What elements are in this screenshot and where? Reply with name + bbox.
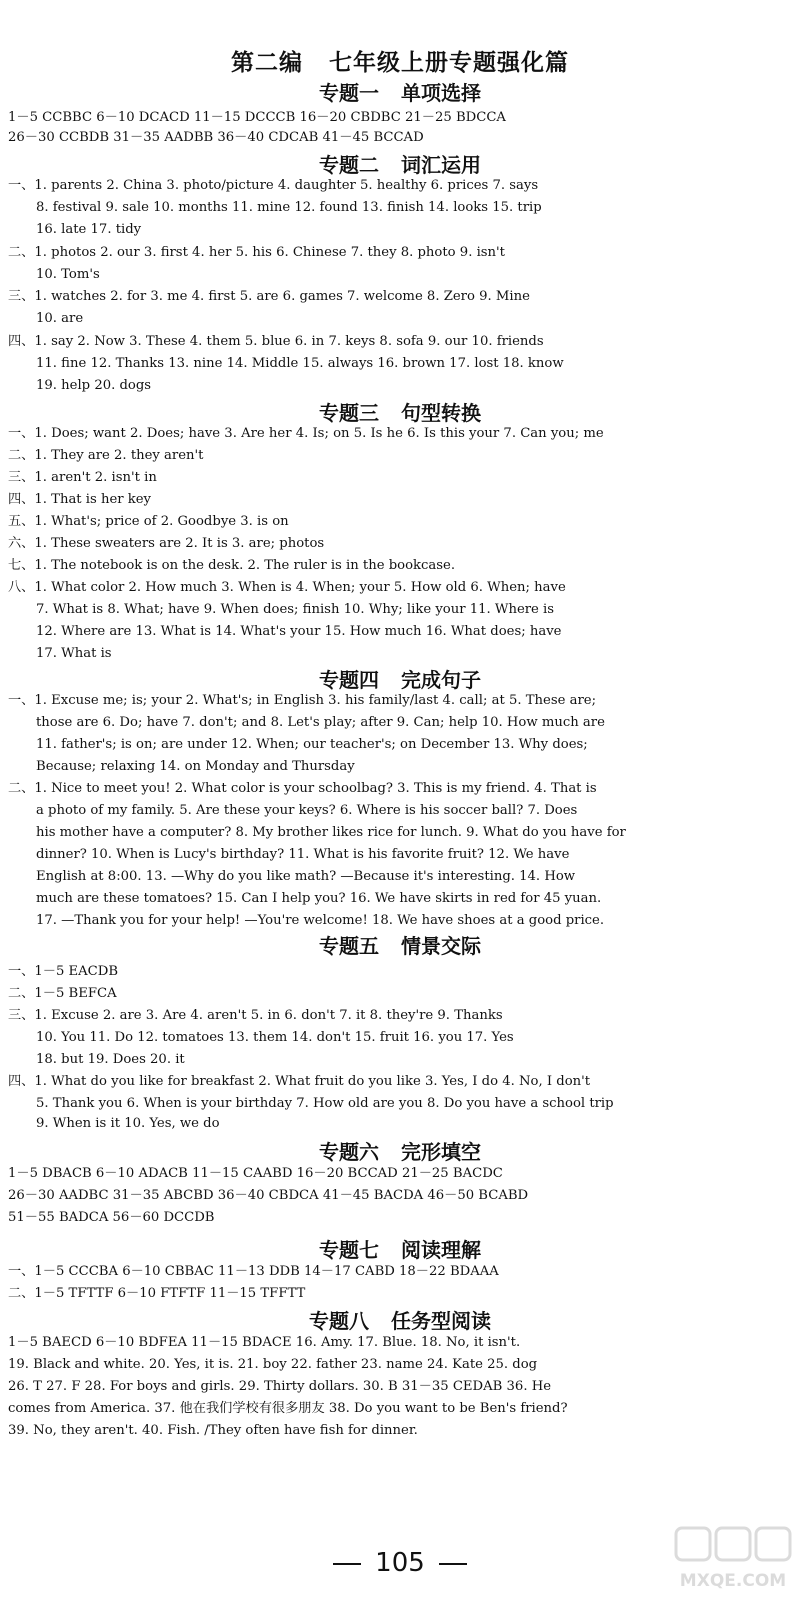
answer-line: 二、1. They are 2. they aren't xyxy=(8,448,204,463)
answer-line: 三、1. Excuse 2. are 3. Are 4. aren't 5. in 6. don't 7. it 8. they're 9. Thanks xyxy=(8,1008,503,1023)
page-number: 105 xyxy=(0,1548,800,1578)
watermark-logo xyxy=(674,1524,792,1594)
answer-line: 5. Thank you 6. When is your birthday 7. How old are you 8. Do you have a school trip xyxy=(36,1096,614,1111)
section-heading-5: 专题五 情景交际 xyxy=(319,934,481,958)
page-title xyxy=(0,44,800,77)
answer-line: 一、1－5 CCCBA 6－10 CBBAC 11－13 DDB 14－17 CABD 18－22 BDAAA xyxy=(8,1264,499,1279)
answer-line: 八、1. What color 2. How much 3. When is 4. When; your 5. How old 6. When; have xyxy=(8,580,566,595)
answer-line: his mother have a computer? 8. My brother likes rice for lunch. 9. What do you have for xyxy=(36,825,626,840)
answer-line: 9. When is it 10. Yes, we do xyxy=(36,1116,220,1131)
answer-line: 二、1－5 TFTTF 6－10 FTFTF 11－15 TFFTT xyxy=(8,1286,306,1301)
answer-line: 26－30 AADBC 31－35 ABCBD 36－40 CBDCA 41－45 BACDA 46－50 BCABD xyxy=(8,1188,529,1203)
watermark-text: MXQE.COM xyxy=(679,1571,787,1591)
answer-line: 17. What is xyxy=(36,646,112,661)
section-heading-7: 专题七 阅读理解 xyxy=(319,1238,481,1262)
answer-line: 11. fine 12. Thanks 13. nine 14. Middle 15. always 16. brown 17. lost 18. know xyxy=(36,356,564,371)
answer-line: a photo of my family. 5. Are these your keys? 6. Where is his soccer ball? 7. Does xyxy=(36,803,578,818)
answer-line: 1－5 DBACB 6－10 ADACB 11－15 CAABD 16－20 BCCAD 21－25 BACDC xyxy=(8,1166,503,1181)
answer-line: 一、1－5 EACDB xyxy=(8,964,119,979)
answer-line: 七、1. The notebook is on the desk. 2. The ruler is in the bookcase. xyxy=(8,558,456,573)
section-heading-8: 专题八 任务型阅读 xyxy=(309,1309,491,1333)
answer-line: much are these tomatoes? 15. Can I help you? 16. We have skirts in red for 45 yuan. xyxy=(36,891,602,906)
answer-line: 一、1. Does; want 2. Does; have 3. Are her 4. Is; on 5. Is he 6. Is this your 7. Can you; me xyxy=(8,426,604,441)
section-heading-6: 专题六 完形填空 xyxy=(319,1140,481,1164)
answer-line: 17. —Thank you for your help! —You're welcome! 18. We have shoes at a good price. xyxy=(36,913,605,928)
answer-line: comes from America. 37. 他在我们学校有很多朋友 38. Do you want to be Ben's friend? xyxy=(8,1401,568,1416)
answer-line: 四、1. That is her key xyxy=(8,492,152,507)
answer-line: 1－5 CCBBC 6－10 DCACD 11－15 DCCCB 16－20 CBDBC 21－25 BDCCA xyxy=(8,110,506,125)
answer-line: 二、1. Nice to meet you! 2. What color is your schoolbag? 3. This is my friend. 4. That is xyxy=(8,781,597,796)
section-heading-3: 专题三 句型转换 xyxy=(319,401,481,425)
answer-line: 19. help 20. dogs xyxy=(36,378,152,393)
answer-line: English at 8:00. 13. —Why do you like math? —Because it's interesting. 14. How xyxy=(36,869,576,884)
answer-line: 一、1. parents 2. China 3. photo/picture 4. daughter 5. healthy 6. prices 7. says xyxy=(8,178,539,193)
answer-line: 18. but 19. Does 20. it xyxy=(36,1052,185,1067)
answer-line: 四、1. What do you like for breakfast 2. What fruit do you like 3. Yes, I do 4. No, I don't xyxy=(8,1074,591,1089)
answer-line: 10. Tom's xyxy=(36,267,100,282)
answer-line: 26. T 27. F 28. For boys and girls. 29. Thirty dollars. 30. B 31－35 CEDAB 36. He xyxy=(8,1379,552,1394)
section-heading-2: 专题二 词汇运用 xyxy=(319,153,481,177)
answer-line: 16. late 17. tidy xyxy=(36,222,142,237)
answer-line: 19. Black and white. 20. Yes, it is. 21. boy 22. father 23. name 24. Kate 25. dog xyxy=(8,1357,538,1372)
answer-line: 二、1－5 BEFCA xyxy=(8,986,117,1001)
answer-line: 四、1. say 2. Now 3. These 4. them 5. blue 6. in 7. keys 8. sofa 9. our 10. friends xyxy=(8,334,544,349)
answer-line: 12. Where are 13. What is 14. What's your 15. How much 16. What does; have xyxy=(36,624,562,639)
answer-line: 7. What is 8. What; have 9. When does; finish 10. Why; like your 11. Where is xyxy=(36,602,555,617)
answer-line: 10. are xyxy=(36,311,84,326)
title-part: 第二编 xyxy=(231,50,303,76)
answer-line: 8. festival 9. sale 10. months 11. mine 12. found 13. finish 14. looks 15. trip xyxy=(36,200,542,215)
answer-line: 三、1. aren't 2. isn't in xyxy=(8,470,157,485)
title-name: 七年级上册专题强化篇 xyxy=(329,50,569,76)
answer-line: 26－30 CCBDB 31－35 AADBB 36－40 CDCAB 41－45 BCCAD xyxy=(8,130,424,145)
answer-line: 六、1. These sweaters are 2. It is 3. are; photos xyxy=(8,536,325,551)
dash-left xyxy=(333,1563,361,1565)
section-heading-4: 专题四 完成句子 xyxy=(319,668,481,692)
answer-line: 11. father's; is on; are under 12. When; our teacher's; on December 13. Why does; xyxy=(36,737,588,752)
answer-line: 一、1. Excuse me; is; your 2. What's; in English 3. his family/last 4. call; at 5. These are; xyxy=(8,693,597,708)
answer-line: 五、1. What's; price of 2. Goodbye 3. is on xyxy=(8,514,289,529)
answer-line: Because; relaxing 14. on Monday and Thursday xyxy=(36,759,355,774)
answer-line: those are 6. Do; have 7. don't; and 8. Let's play; after 9. Can; help 10. How much are xyxy=(36,715,605,730)
answer-line: 10. You 11. Do 12. tomatoes 13. them 14. don't 15. fruit 16. you 17. Yes xyxy=(36,1030,514,1045)
answer-line: 39. No, they aren't. 40. Fish. /They often have fish for dinner. xyxy=(8,1423,418,1438)
answer-line: 1－5 BAECD 6－10 BDFEA 11－15 BDACE 16. Amy. 17. Blue. 18. No, it isn't. xyxy=(8,1335,521,1350)
answer-line: dinner? 10. When is Lucy's birthday? 11. What is his favorite fruit? 12. We have xyxy=(36,847,570,862)
dash-right xyxy=(439,1563,467,1565)
section-heading-1: 专题一 单项选择 xyxy=(319,81,481,105)
answer-line: 51－55 BADCA 56－60 DCCDB xyxy=(8,1210,215,1225)
answer-line: 三、1. watches 2. for 3. me 4. first 5. are 6. games 7. welcome 8. Zero 9. Mine xyxy=(8,289,530,304)
answer-line: 二、1. photos 2. our 3. first 4. her 5. his 6. Chinese 7. they 8. photo 9. isn't xyxy=(8,245,505,260)
